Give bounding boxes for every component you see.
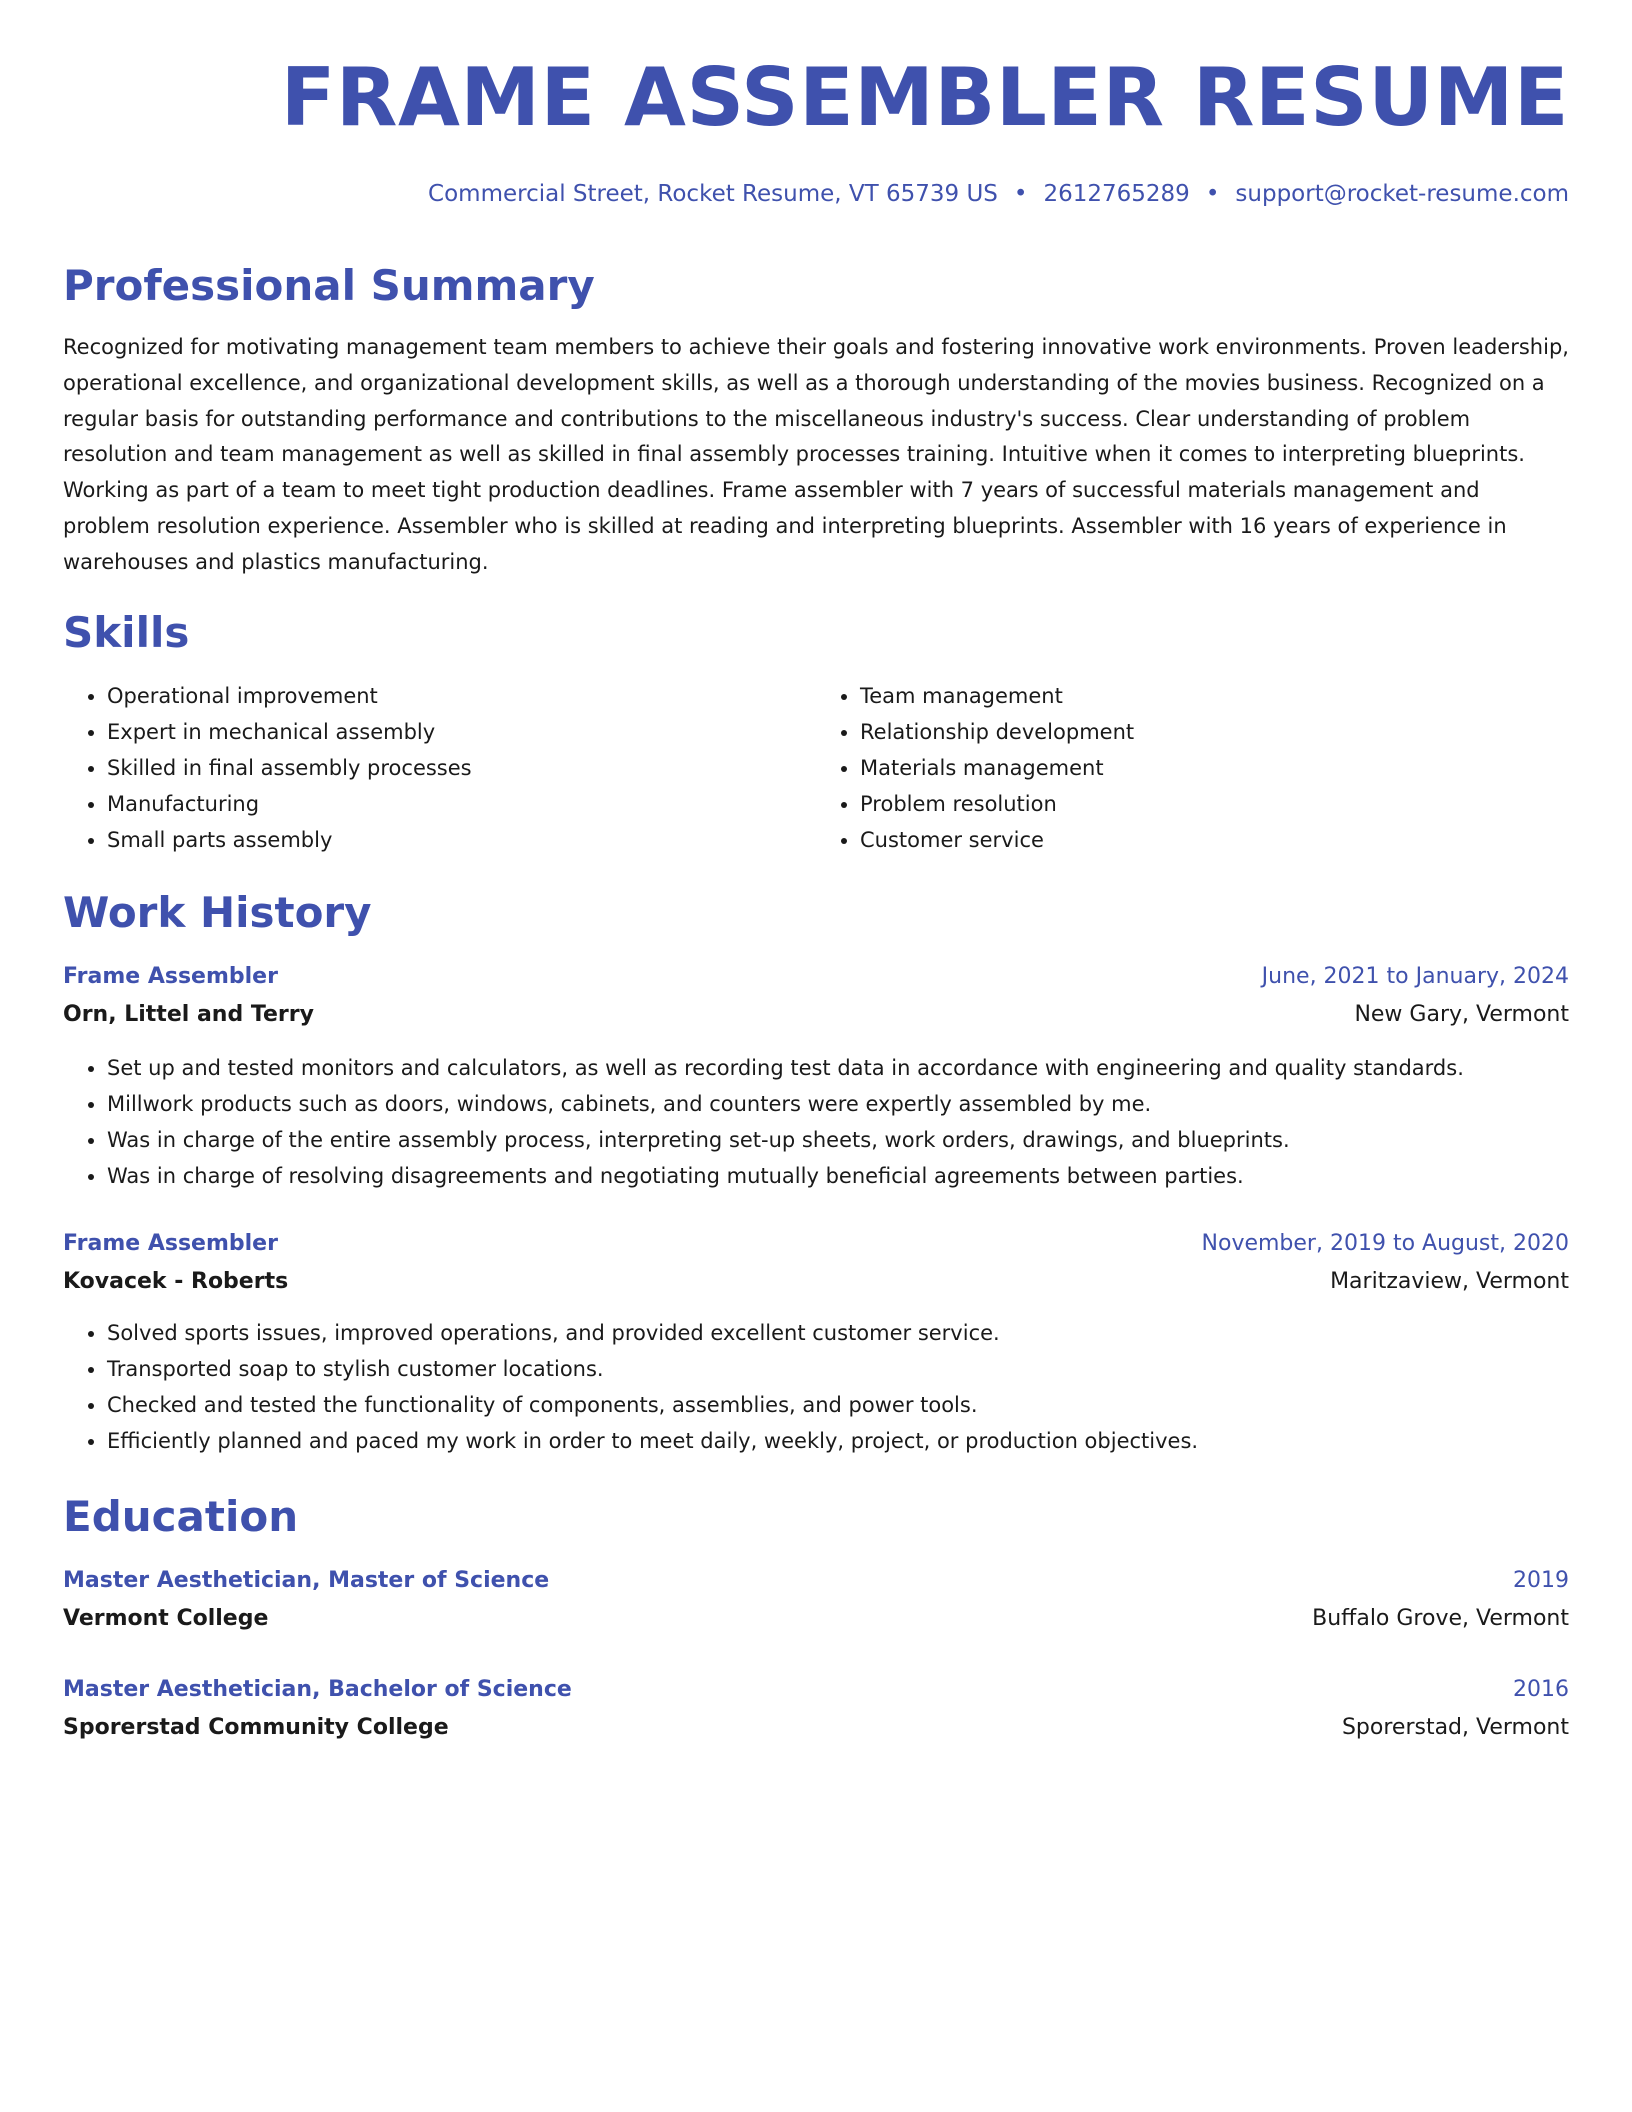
job-title: Frame Assembler [63, 1231, 278, 1256]
skills-column-right [816, 678, 1569, 858]
summary-text: Recognized for motivating management team members to achieve their goals and fostering innovative work environments. Proven leadership, operational excellence, and organizational development skills, as well as a thorough understanding of the movies business. Recognized on a regular basis for outstanding performance and contributions to the miscellaneous industry's success. Clear understanding of problem resolution and team management as well as skilled in final assembly processes training. Intuitive when it comes to interpreting blueprints. Working as part of a team to meet tight production deadlines. Frame assembler with 7 years of successful materials management and problem resolution experience. Assembler who is skilled at reading and interpreting blueprints. Assembler with 16 years of experience in warehouses and plastics manufacturing. [63, 335, 1569, 574]
job-bullet: • Was in charge of resolving disagreements and negotiating mutually beneficial agreements between parties. [107, 1158, 1569, 1194]
skill-item: • Manufacturing [107, 786, 816, 822]
contact-separator: • [1013, 181, 1028, 207]
job-bullet: • Transported soap to stylish customer locations. [107, 1351, 1569, 1387]
education-location: Sporerstad, Vermont [1341, 1715, 1569, 1740]
education-entry [63, 1562, 1569, 1638]
education-degree: Master Aesthetician, Master of Science [63, 1568, 550, 1593]
job-company: Kovacek - Roberts [63, 1269, 289, 1294]
education-school-row [63, 1709, 1569, 1747]
resume-title: FRAME ASSEMBLER RESUME [280, 51, 1569, 144]
contact-address: Commercial Street, Rocket Resume, VT 65739 US [428, 181, 998, 207]
job-bullet: • Checked and tested the functionality of components, assemblies, and power tools. [107, 1387, 1569, 1423]
education-header-row [63, 1671, 1569, 1709]
skills-heading: Skills [63, 608, 190, 657]
education-header-row [63, 1562, 1569, 1600]
job-company-row [63, 1263, 1569, 1301]
skill-item: • Materials management [860, 750, 1569, 786]
summary-heading: Professional Summary [63, 261, 595, 310]
education-school: Sporerstad Community College [63, 1715, 449, 1740]
job-location: Maritzaview, Vermont [1330, 1269, 1569, 1294]
skill-item: • Skilled in final assembly processes [107, 750, 816, 786]
job-header-row [63, 1225, 1569, 1263]
skill-item: • Problem resolution [860, 786, 1569, 822]
education-degree: Master Aesthetician, Bachelor of Science [63, 1677, 572, 1702]
skills-list [63, 678, 1569, 858]
job-company-row [63, 996, 1569, 1034]
education-year: 2016 [1513, 1677, 1569, 1702]
job-bullets [63, 1050, 1569, 1194]
education-school-row [63, 1600, 1569, 1638]
education-year: 2019 [1513, 1568, 1569, 1593]
education-heading: Education [63, 1492, 299, 1541]
job-bullets [63, 1315, 1569, 1459]
job-bullet: • Solved sports issues, improved operations, and provided excellent customer service. [107, 1315, 1569, 1351]
contact-phone: 2612765289 [1043, 181, 1190, 207]
skill-item: • Customer service [860, 822, 1569, 858]
job-dates: June, 2021 to January, 2024 [1261, 964, 1569, 989]
job-title: Frame Assembler [63, 964, 278, 989]
contact-separator: • [1205, 181, 1220, 207]
skill-item: • Operational improvement [107, 678, 816, 714]
job-header-row [63, 958, 1569, 996]
job-entry [63, 958, 1569, 1194]
skill-item: • Small parts assembly [107, 822, 816, 858]
skills-column-left [63, 678, 816, 858]
contact-line [63, 176, 1569, 212]
job-location: New Gary, Vermont [1354, 1002, 1569, 1027]
job-dates: November, 2019 to August, 2020 [1201, 1231, 1569, 1256]
work-heading: Work History [63, 888, 372, 937]
skill-item: • Expert in mechanical assembly [107, 714, 816, 750]
job-bullet: • Efficiently planned and paced my work in order to meet daily, weekly, project, or production objectives. [107, 1423, 1569, 1459]
skill-item: • Relationship development [860, 714, 1569, 750]
job-bullet: • Millwork products such as doors, windows, cabinets, and counters were expertly assembled by me. [107, 1086, 1569, 1122]
contact-email: support@rocket-resume.com [1235, 181, 1569, 207]
education-school: Vermont College [63, 1606, 269, 1631]
education-entry [63, 1671, 1569, 1747]
job-bullet: • Was in charge of the entire assembly process, interpreting set-up sheets, work orders, drawings, and blueprints. [107, 1122, 1569, 1158]
job-company: Orn, Littel and Terry [63, 1002, 314, 1027]
education-location: Buffalo Grove, Vermont [1312, 1606, 1569, 1631]
skill-item: • Team management [860, 678, 1569, 714]
job-entry [63, 1225, 1569, 1459]
job-bullet: • Set up and tested monitors and calculators, as well as recording test data in accordance with engineering and quality standards. [107, 1050, 1569, 1086]
